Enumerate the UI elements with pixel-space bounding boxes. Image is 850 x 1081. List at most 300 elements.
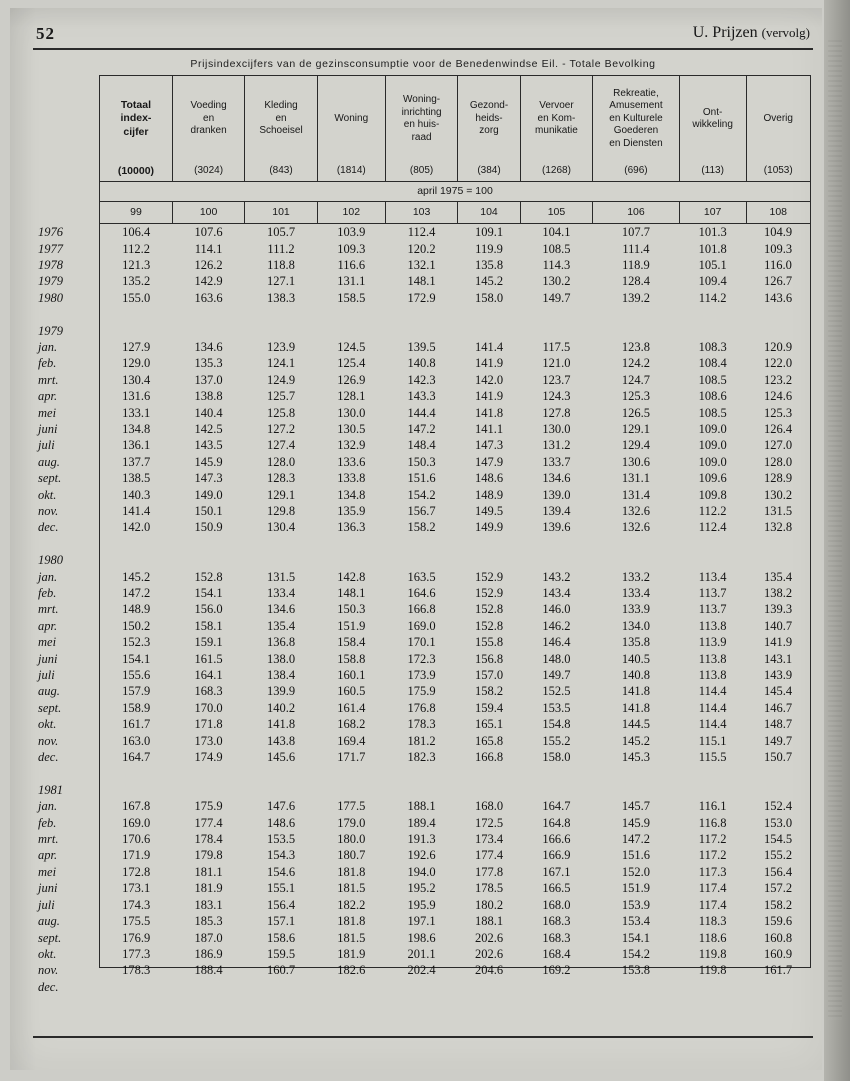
cell-101: 127.4	[266, 438, 296, 453]
table-row	[100, 618, 810, 634]
table-header	[100, 76, 810, 181]
cell-104: 152.9	[474, 586, 504, 600]
cell-108: 138.2	[763, 586, 793, 600]
cell-104: 135.8	[474, 257, 504, 272]
cell-102: 181.9	[337, 946, 366, 961]
cell-105: 168.4	[542, 946, 571, 961]
cell-102: 181.5	[337, 930, 366, 945]
cell-108: 160.8	[763, 930, 793, 945]
price-index-table	[33, 54, 813, 994]
cell-101: 127.1	[266, 274, 296, 289]
cell-105: 167.1	[542, 864, 571, 879]
cell-99	[38, 487, 172, 503]
cell-99	[38, 979, 172, 995]
col-weight-6: (1268)	[520, 162, 592, 181]
cell-106: 152.0	[621, 864, 651, 879]
cell-value: 136.1	[122, 438, 151, 453]
cell-108: 120.9	[763, 339, 793, 354]
cell-100: 173.0	[194, 733, 223, 748]
cell-107: 109.6	[698, 471, 727, 486]
cell-100: 138.8	[194, 389, 223, 404]
cell-104: 177.8	[474, 864, 504, 879]
cell-104: 166.8	[474, 750, 504, 765]
cell-103: 154.2	[407, 487, 436, 502]
cell-108: 157.2	[763, 881, 793, 896]
cell-value: 141.4	[122, 504, 151, 518]
chapter-title	[693, 24, 810, 42]
header-rule	[33, 48, 813, 50]
cell-106: 145.2	[621, 733, 651, 748]
cell-value: 133.1	[122, 405, 151, 420]
cell-103: 140.8	[407, 356, 436, 371]
cell-105: 134.6	[542, 471, 571, 486]
cell-108: 159.6	[763, 914, 793, 929]
cell-99	[38, 257, 172, 273]
cell-102: 131.1	[337, 274, 366, 289]
cell-105: 117.5	[542, 339, 571, 354]
cell-value: 142.0	[122, 520, 151, 535]
cell-102: 109.3	[337, 241, 366, 256]
row-label: sept.	[38, 471, 62, 486]
row-label: aug.	[38, 684, 60, 699]
cell-102: 133.6	[337, 454, 366, 469]
cell-106: 133.9	[621, 602, 651, 617]
cell-107: 116.1	[698, 799, 727, 814]
cell-108: 140.7	[763, 618, 793, 633]
cell-104: 158.0	[474, 290, 504, 305]
row-label: mrt.	[38, 602, 59, 617]
cell-104: 165.8	[474, 733, 504, 748]
cell-102	[317, 979, 385, 995]
cell-99	[38, 241, 172, 257]
cell-value: 148.9	[122, 602, 151, 617]
row-label: jan.	[38, 569, 58, 584]
chapter-title-suffix: (vervolg)	[761, 25, 810, 40]
cell-105: 143.4	[542, 586, 571, 600]
cell-107: 113.8	[698, 651, 727, 666]
row-label: juni	[38, 651, 58, 666]
cell-99	[38, 421, 172, 437]
cell-106: 126.5	[621, 405, 651, 420]
cell-99	[38, 667, 172, 683]
table-row	[100, 667, 810, 683]
col-num-4: 103	[385, 202, 457, 224]
col-head-0: Totaal index- cijfer	[100, 76, 172, 162]
cell-101: 129.1	[266, 487, 296, 502]
cell-101: 141.8	[266, 717, 296, 732]
cell-101: 157.1	[266, 914, 296, 929]
row-label: juli	[38, 438, 55, 453]
cell-108: 141.9	[763, 635, 793, 650]
cell-106: 129.4	[621, 438, 651, 453]
cell-108: 150.7	[763, 750, 793, 765]
cell-105: 166.6	[542, 832, 571, 847]
cell-103: 175.9	[407, 684, 436, 699]
cell-99	[38, 339, 172, 355]
cell-99	[38, 962, 172, 978]
cell-107: 117.4	[698, 881, 727, 896]
cell-105: 169.2	[542, 963, 571, 978]
cell-value: 170.6	[122, 832, 151, 847]
cell-value: 145.2	[122, 569, 151, 584]
cell-107: 117.2	[698, 832, 727, 847]
cell-104: 141.9	[474, 356, 504, 371]
section-title-row	[100, 323, 810, 339]
cell-106: 153.4	[621, 914, 651, 929]
cell-104: 141.8	[474, 405, 504, 420]
table-row	[100, 290, 810, 306]
cell-101: 158.6	[266, 930, 296, 945]
cell-102: 181.8	[337, 914, 366, 929]
cell-105: 131.2	[542, 438, 571, 453]
cell-103: 195.2	[407, 881, 436, 896]
cell-104: 204.6	[474, 963, 504, 978]
col-num-0: 99	[100, 202, 172, 224]
col-head-9: Overig	[763, 112, 793, 124]
row-label: okt.	[38, 717, 57, 732]
cell-101: 139.9	[266, 684, 296, 699]
cell-100: 175.9	[194, 799, 223, 814]
cell-107: 105.1	[698, 257, 727, 272]
cell-105: 143.2	[542, 569, 571, 584]
cell-100: 179.8	[194, 848, 223, 863]
table-row	[100, 585, 810, 601]
cell-106: 133.2	[621, 569, 651, 584]
cell-106: 147.2	[621, 832, 651, 847]
row-spacer	[100, 765, 810, 781]
row-label: apr.	[38, 618, 58, 633]
cell-108: 128.9	[763, 471, 793, 486]
cell-value: 121.3	[122, 257, 151, 272]
row-label: mei	[38, 635, 57, 650]
cell-101: 133.4	[266, 586, 296, 600]
cell-99	[38, 798, 172, 814]
cell-107: 114.4	[698, 717, 727, 732]
cell-108: 154.5	[763, 832, 793, 847]
cell-104: 168.0	[474, 799, 504, 814]
baseline-note: april 1975 = 100	[100, 181, 810, 202]
cell-105: 155.2	[542, 733, 571, 748]
cell-value: 130.4	[122, 372, 151, 387]
cell-102: 181.5	[337, 881, 366, 896]
cell-103: 156.7	[407, 504, 436, 518]
cell-106: 151.6	[621, 848, 651, 863]
cell-106: 131.1	[621, 471, 651, 486]
cell-102: 168.2	[337, 717, 366, 732]
row-label: mrt.	[38, 832, 59, 847]
cell-108: 149.7	[763, 733, 793, 748]
cell-104: 165.1	[474, 717, 504, 732]
row-label: 1976	[38, 225, 63, 240]
cell-103: 181.2	[407, 733, 436, 748]
cell-99	[38, 355, 172, 371]
col-head-3: Woning	[317, 76, 385, 162]
row-label: okt.	[38, 487, 57, 502]
cell-107: 117.2	[698, 848, 727, 863]
row-label: dec.	[38, 979, 59, 994]
cell-102: 126.9	[337, 372, 366, 387]
cell-101: 153.5	[266, 832, 296, 847]
cell-value: 164.7	[122, 750, 151, 765]
table-row	[100, 716, 810, 732]
table-row	[100, 815, 810, 831]
cell-101: 156.4	[266, 897, 296, 912]
cell-106: 129.1	[621, 421, 651, 436]
cell-102: 180.0	[337, 832, 366, 847]
cell-100: 134.6	[194, 339, 223, 354]
cell-106: 132.6	[621, 504, 651, 518]
cell-100: 137.0	[194, 372, 223, 387]
row-spacer	[100, 306, 810, 322]
cell-105: 154.8	[542, 717, 571, 732]
cell-103: 151.6	[407, 471, 436, 486]
cell-108: 160.9	[763, 946, 793, 961]
cell-102: 151.9	[337, 618, 366, 633]
cell-106: 153.9	[621, 897, 651, 912]
table-row	[100, 946, 810, 962]
cell-100: 107.6	[194, 225, 223, 240]
cell-106: 141.8	[621, 684, 651, 699]
cell-value: 161.7	[122, 717, 151, 732]
cell-103: 164.6	[407, 586, 436, 600]
cell-99	[38, 503, 172, 519]
scan-edge-texture	[828, 40, 842, 1020]
cell-102: 150.3	[337, 602, 366, 617]
table-row	[100, 897, 810, 913]
cell-103: 178.3	[407, 717, 436, 732]
cell-106: 132.6	[621, 520, 651, 535]
cell-101: 128.0	[266, 454, 296, 469]
table-row	[100, 847, 810, 863]
cell-106: 124.7	[621, 372, 651, 387]
cell-104: 180.2	[474, 897, 504, 912]
row-label: juli	[38, 668, 55, 683]
cell-101: 130.4	[266, 520, 296, 535]
cell-99	[38, 372, 172, 388]
cell-108: 127.0	[763, 438, 793, 453]
cell-102: 171.7	[337, 750, 366, 765]
cell-105: 108.5	[542, 241, 571, 256]
cell-107: 109.0	[698, 454, 727, 469]
cell-103: 163.5	[407, 569, 436, 584]
table-row	[100, 339, 810, 355]
cell-103: 148.4	[407, 438, 436, 453]
cell-104: 172.5	[474, 815, 504, 830]
cell-108: 126.7	[763, 274, 793, 289]
table-row	[100, 224, 810, 240]
cell-99	[38, 454, 172, 470]
footer-rule	[33, 1036, 813, 1038]
cell-107: 109.0	[698, 421, 727, 436]
cell-107: 115.1	[698, 733, 727, 748]
row-label: feb.	[38, 356, 57, 371]
cell-104: 178.5	[474, 881, 504, 896]
cell-106: 145.9	[621, 815, 651, 830]
cell-104: 202.6	[474, 930, 504, 945]
cell-104: 155.8	[474, 635, 504, 650]
cell-100: 135.3	[194, 356, 223, 371]
col-num-5: 104	[458, 202, 520, 224]
cell-108: 122.0	[763, 356, 793, 371]
table-row	[100, 405, 810, 421]
cell-102: 130.5	[337, 421, 366, 436]
cell-106: 111.4	[622, 241, 650, 256]
cell-100: 150.1	[194, 504, 223, 518]
cell-106: 140.5	[621, 651, 651, 666]
cell-100: 187.0	[194, 930, 223, 945]
cell-106: 128.4	[621, 274, 651, 289]
row-label: nov.	[38, 963, 59, 978]
cell-103: 158.2	[407, 520, 436, 535]
cell-100	[172, 979, 244, 995]
cell-101: 118.8	[267, 257, 295, 272]
table-caption: Prijsindexcijfers van de gezinsconsumptie voor de Benedenwindse Eil. - Totale Bevolking	[190, 58, 656, 70]
row-spacer	[100, 536, 810, 552]
table-header-grid	[99, 75, 811, 224]
table-row	[100, 651, 810, 667]
table-row	[100, 962, 810, 978]
cell-105: 130.0	[542, 421, 571, 436]
cell-100: 114.1	[194, 241, 223, 256]
row-label: jan.	[38, 339, 58, 354]
cell-102: 160.1	[337, 668, 366, 683]
row-label: 1978	[38, 257, 63, 272]
cell-105: 168.3	[542, 914, 571, 929]
cell-100: 188.4	[194, 963, 223, 978]
table-row	[100, 733, 810, 749]
table-body	[38, 224, 810, 995]
cell-108: 128.0	[763, 454, 793, 469]
cell-101: 105.7	[266, 225, 296, 240]
cell-107: 101.8	[698, 241, 727, 256]
table-row	[100, 257, 810, 273]
cell-value: 127.9	[122, 339, 151, 354]
cell-105: 146.2	[542, 618, 571, 633]
cell-104: 157.0	[474, 668, 504, 683]
cell-104: 159.4	[474, 700, 504, 715]
cell-100: 181.1	[194, 864, 223, 879]
col-num-3: 102	[317, 202, 385, 224]
cell-108: 132.8	[763, 520, 793, 535]
table-row	[100, 470, 810, 486]
cell-102: 133.8	[337, 471, 366, 486]
cell-104: 149.9	[474, 520, 504, 535]
cell-101	[245, 979, 317, 995]
cell-101: 124.9	[266, 372, 296, 387]
cell-107: 113.7	[698, 586, 727, 600]
cell-99	[38, 700, 172, 716]
cell-105: 121.0	[542, 356, 571, 371]
cell-108: 152.4	[763, 799, 793, 814]
table-row	[100, 864, 810, 880]
cell-101: 138.4	[266, 668, 296, 683]
cell-106: 154.1	[621, 930, 651, 945]
cell-101: 140.2	[266, 700, 296, 715]
cell-101: 131.5	[266, 569, 296, 584]
table-row	[100, 273, 810, 289]
cell-99	[38, 273, 172, 289]
cell-101: 147.6	[266, 799, 296, 814]
cell-101: 125.8	[266, 405, 296, 420]
cell-103: 166.8	[407, 602, 436, 617]
cell-105: 124.3	[542, 389, 571, 404]
cell-106: 107.7	[621, 225, 651, 240]
table-row	[100, 749, 810, 765]
cell-104	[458, 979, 520, 995]
col-num-6: 105	[520, 202, 592, 224]
col-weight-2: (843)	[245, 162, 317, 181]
cell-107: 115.5	[698, 750, 727, 765]
cell-107: 113.4	[698, 569, 727, 584]
row-label: 1979	[38, 274, 63, 289]
cell-104: 119.9	[475, 241, 503, 256]
row-label: juli	[38, 897, 55, 912]
section-title-cell	[38, 782, 810, 798]
spacer-cell	[100, 536, 810, 552]
cell-108: 104.9	[763, 225, 793, 240]
cell-101: 138.0	[266, 651, 296, 666]
cell-100: 177.4	[194, 815, 223, 830]
cell-105: 146.0	[542, 602, 571, 617]
cell-107: 109.4	[698, 274, 727, 289]
cell-102: 182.6	[337, 963, 366, 978]
cell-107: 113.8	[698, 668, 727, 683]
cell-101: 148.6	[266, 815, 296, 830]
cell-99	[38, 388, 172, 404]
cell-104: 141.9	[474, 389, 504, 404]
cell-103: 112.4	[407, 225, 436, 240]
cell-107: 108.3	[698, 339, 727, 354]
row-label: juni	[38, 881, 58, 896]
cell-101: 138.3	[266, 290, 296, 305]
cell-101: 136.8	[266, 635, 296, 650]
cell-107: 109.0	[698, 438, 727, 453]
cell-100: 142.5	[194, 421, 223, 436]
cell-103: 192.6	[407, 848, 436, 863]
cell-103: 142.3	[407, 372, 436, 387]
cell-103: 132.1	[407, 257, 436, 272]
cell-104: 152.8	[474, 602, 504, 617]
cell-102: 177.5	[337, 799, 366, 814]
cell-102: 135.9	[337, 504, 366, 518]
cell-value: 174.3	[122, 897, 151, 912]
cell-value: 106.4	[122, 225, 151, 240]
cell-103: 176.8	[407, 700, 436, 715]
cell-101: 154.3	[266, 848, 296, 863]
cell-108: 135.4	[763, 569, 793, 584]
cell-102: 179.0	[337, 815, 366, 830]
cell-101: 125.7	[266, 389, 296, 404]
cell-104: 152.8	[474, 618, 504, 633]
cell-103: 144.4	[407, 405, 436, 420]
table-row	[100, 519, 810, 535]
section-year-label: 1979	[38, 323, 63, 338]
row-label: feb.	[38, 815, 57, 830]
cell-108: 143.1	[763, 651, 793, 666]
table-row	[100, 979, 810, 995]
cell-101: 134.6	[266, 602, 296, 617]
cell-108: 155.2	[763, 848, 793, 863]
cell-106: 118.9	[622, 257, 650, 272]
cell-105: 164.8	[542, 815, 571, 830]
cell-107: 118.3	[698, 914, 727, 929]
header-weight-row	[100, 162, 810, 181]
col-num-7: 106	[593, 202, 680, 224]
cell-106	[593, 979, 680, 995]
cell-102: 182.2	[337, 897, 366, 912]
cell-103: 147.2	[407, 421, 436, 436]
cell-106: 144.5	[621, 717, 651, 732]
